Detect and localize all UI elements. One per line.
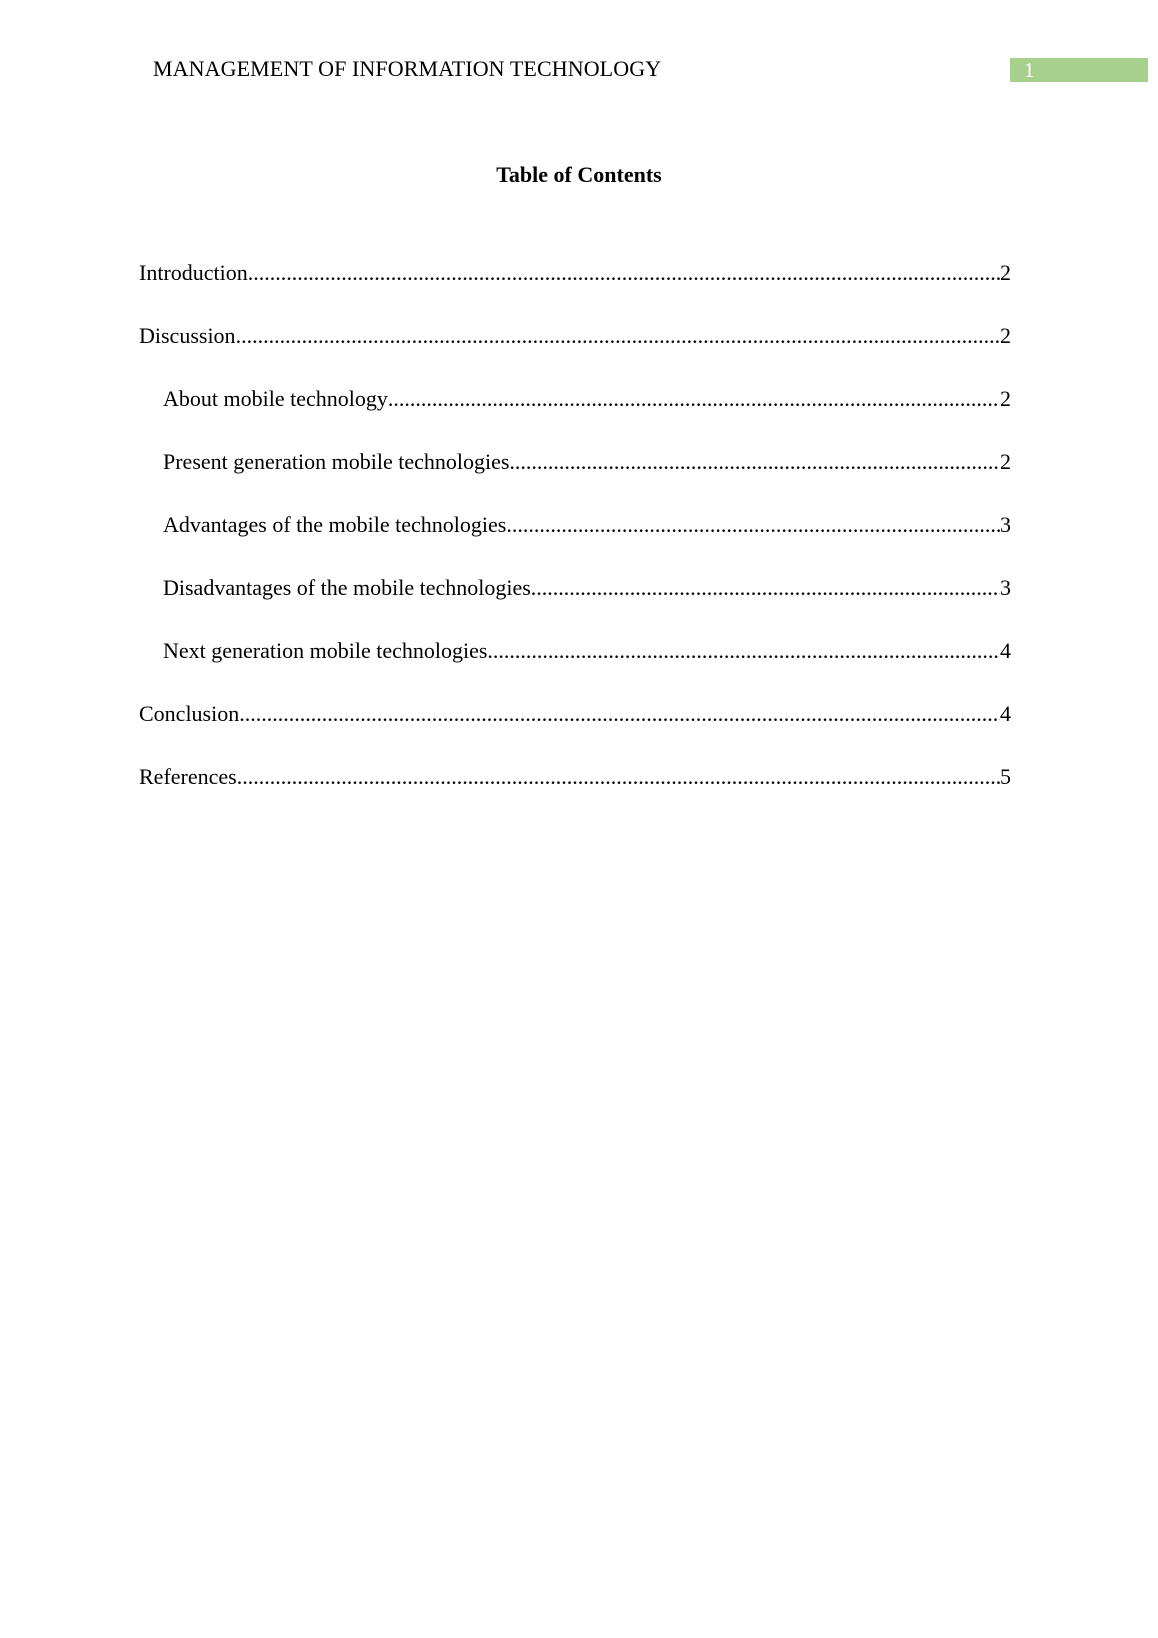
toc-entry-references[interactable]	[139, 762, 1011, 825]
toc-entry-about-mobile-technology[interactable]	[139, 384, 1011, 447]
toc-entry-page: 4	[1000, 638, 1011, 663]
toc-entry-label: Discussion	[139, 323, 236, 348]
toc-entry-discussion[interactable]	[139, 321, 1011, 384]
toc-entry-label: Next generation mobile technologies	[163, 638, 488, 663]
toc-dot-leader	[239, 699, 1000, 729]
toc-entry-label: Introduction	[139, 260, 248, 285]
toc-dot-leader	[388, 384, 1000, 414]
toc-entry-page: 3	[1000, 575, 1011, 600]
running-head: MANAGEMENT OF INFORMATION TECHNOLOGY	[153, 56, 662, 81]
toc-entry-label: Conclusion	[139, 701, 240, 726]
toc-entry-page: 4	[1000, 701, 1011, 726]
toc-dot-leader	[248, 258, 1000, 288]
toc-entry-label: Advantages of the mobile technologies	[163, 512, 507, 537]
toc-entry-disadvantages[interactable]	[139, 573, 1011, 636]
toc-entry-advantages[interactable]	[139, 510, 1011, 573]
toc-entry-page: 2	[1000, 260, 1011, 285]
toc-dot-leader	[236, 321, 1000, 351]
toc-entry-present-generation[interactable]	[139, 447, 1011, 510]
toc-dot-leader	[487, 636, 1000, 666]
toc-entry-label: References	[139, 764, 237, 789]
toc-entry-label: Present generation mobile technologies	[163, 449, 510, 474]
toc-title: Table of Contents	[496, 162, 662, 187]
toc-entry-label: Disadvantages of the mobile technologies	[163, 575, 531, 600]
toc-entry-conclusion[interactable]	[139, 699, 1011, 762]
toc-entry-next-generation[interactable]	[139, 636, 1011, 699]
page-number: 1	[1024, 58, 1035, 82]
toc-entry-page: 2	[1000, 386, 1011, 411]
page-header	[0, 0, 1158, 100]
toc-dot-leader	[509, 447, 1000, 477]
toc-entry-page: 3	[1000, 512, 1011, 537]
toc-entry-page: 2	[1000, 323, 1011, 348]
toc-entry-page: 5	[1000, 764, 1011, 789]
toc-dot-leader	[531, 573, 1000, 603]
page-number-box	[1010, 58, 1148, 82]
toc-dot-leader	[506, 510, 1000, 540]
table-of-contents	[139, 258, 1011, 825]
toc-entry-introduction[interactable]	[139, 258, 1011, 321]
toc-entry-page: 2	[1000, 449, 1011, 474]
toc-entry-label: About mobile technology	[163, 386, 388, 411]
toc-dot-leader	[237, 762, 1000, 792]
